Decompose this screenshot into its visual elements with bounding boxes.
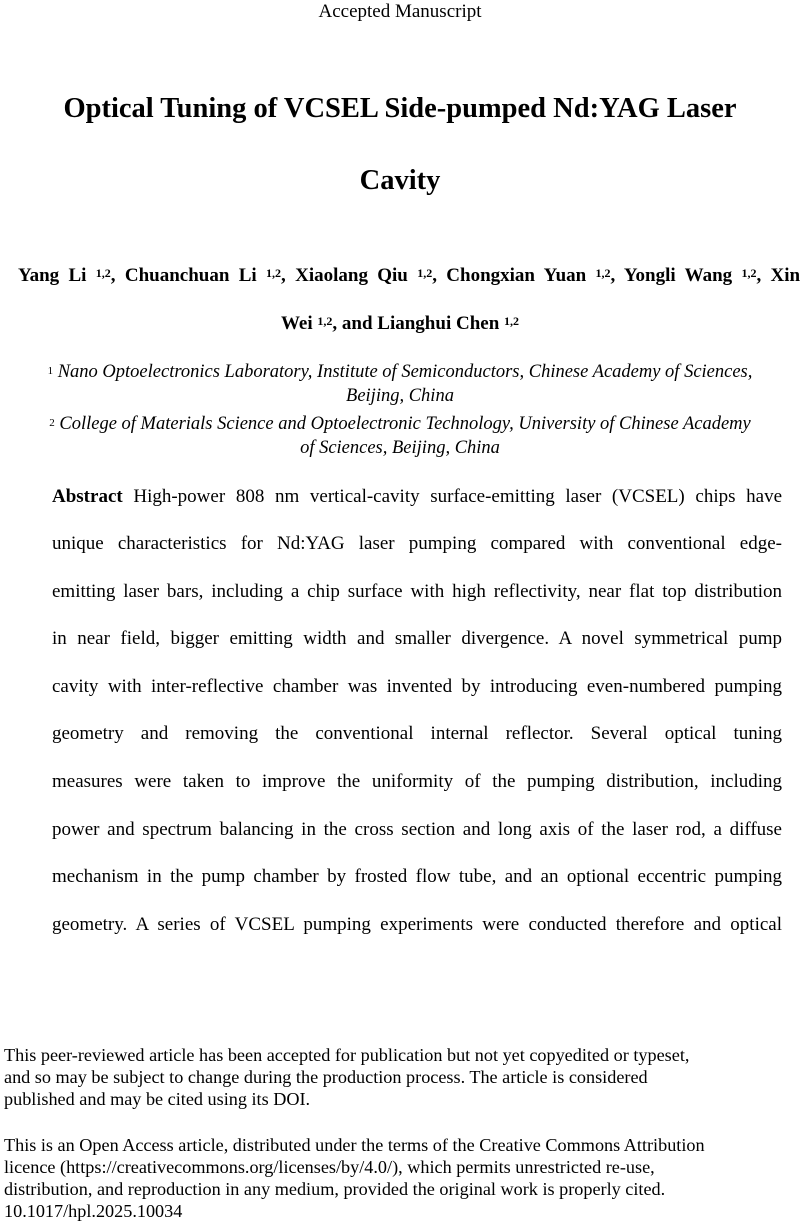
abstract-line: unique characteristics for Nd:YAG laser pumping compared with conventional edge- xyxy=(52,533,782,554)
abstract-line: in near field, bigger emitting width and smaller divergence. A novel symmetrical pump xyxy=(52,628,782,649)
abstract-label: Abstract xyxy=(52,486,123,507)
affiliation-number: 1 xyxy=(47,365,54,377)
author: Yongli Wang xyxy=(623,265,733,286)
author: Chuanchuan Li xyxy=(124,265,257,286)
publication-notice: This peer-reviewed article has been accepted for publication but not yet copyedited or typeset, and so may be subject to change during the production process. The article is considered published and may be cited using its DOI. xyxy=(4,1045,690,1109)
affiliation-number: 2 xyxy=(49,417,55,429)
doi: 10.1017/hpl.2025.10034 xyxy=(4,1201,183,1221)
abstract-line: power and spectrum balancing in the cross section and long axis of the laser rod, a diffuse xyxy=(52,819,782,840)
license-notice: This is an Open Access article, distributed under the terms of the Creative Commons Attribution licence (https://creativecommons.org/licenses/by/4.0/), which permits unrestricted re-use, distribution, and reproduction in any medium, provided the original work is properly cited. 10.1017/hpl.2025.10034 xyxy=(4,1134,796,1222)
author-list-line-1: Yang Li $^{1,2}$, Chuanchuan Li $^{1,2}$, Xiaolang Qiu $^{1,2}$, Chongxian Yuan $^{1,2}$, Yongli Wang $^{1,2}$, Xin xyxy=(18,265,800,286)
author-affiliation-mark: 1,2 xyxy=(741,266,757,280)
author-affiliation-mark: 1,2 xyxy=(266,266,282,280)
author: , and Lianghui Chen xyxy=(332,313,500,334)
author: Xiaolang Qiu xyxy=(295,265,408,286)
abstract-line: Abstract High-power 808 nm vertical-cavity surface-emitting laser (VCSEL) chips have xyxy=(52,486,783,507)
author-affiliation-mark: 1,2 xyxy=(317,314,333,328)
author: Yang Li xyxy=(18,265,87,286)
affiliation-1: $^1$ Nano Optoelectronics Laboratory, Institute of Semiconductors, Chinese Academy of Sciences, Beijing, China xyxy=(47,362,753,406)
author-affiliation-mark: 1,2 xyxy=(417,266,433,280)
abstract-line: measures were taken to improve the uniformity of the pumping distribution, including xyxy=(52,771,782,792)
author-affiliation-mark: 1,2 xyxy=(95,266,111,280)
abstract-line: geometry. A series of VCSEL pumping experiments were conducted therefore and optical xyxy=(52,914,782,935)
abstract-line: emitting laser bars, including a chip surface with high reflectivity, near flat top distribution xyxy=(52,581,782,602)
abstract-line: mechanism in the pump chamber by frosted flow tube, and an optional eccentric pumping xyxy=(52,866,782,887)
abstract-line: geometry and removing the conventional internal reflector. Several optical tuning xyxy=(52,723,782,744)
author-affiliation-mark: 1,2 xyxy=(504,314,520,328)
author-affiliation-mark: 1,2 xyxy=(595,266,611,280)
author: Chongxian Yuan xyxy=(446,265,587,286)
author-list-line-2 xyxy=(0,312,800,336)
paper-title-line-2: Cavity xyxy=(359,165,441,196)
author: Wei xyxy=(280,313,313,334)
affiliation-2: $^2$ College of Materials Science and Optoelectronic Technology, University of Chinese Academy of Sciences, Beijing, China xyxy=(49,414,751,458)
abstract-line: cavity with inter-reflective chamber was invented by introducing even-numbered pumping xyxy=(52,676,782,697)
author: Xin xyxy=(770,265,800,286)
manuscript-header: Accepted Manuscript xyxy=(318,1,482,22)
paper-title-line-1: Optical Tuning of VCSEL Side-pumped Nd:YAG Laser xyxy=(63,93,737,124)
